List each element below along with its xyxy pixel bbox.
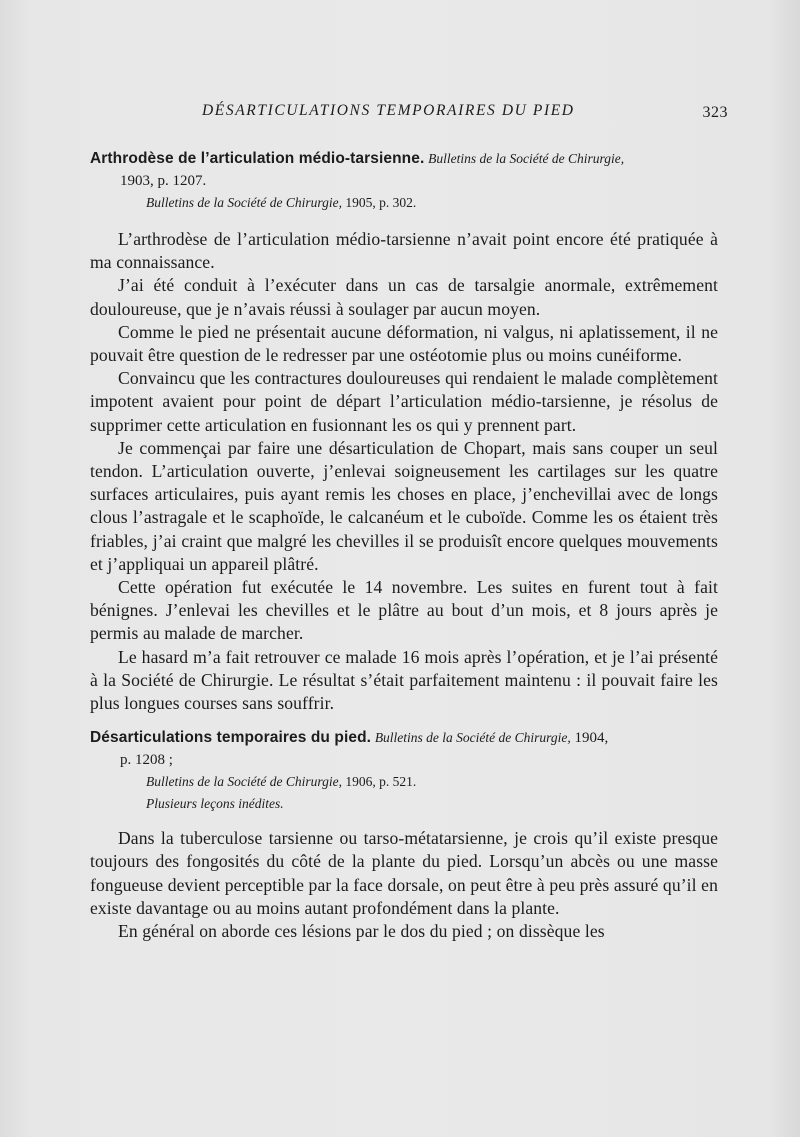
section-reference [90, 727, 718, 771]
paragraph: Convaincu que les contractures douloureuses qui rendaient le malade complètement impotent avaient pour point de départ l’articulation médio-tarsienne, je résolus de supprimer cette articulation en fusionnant les os qui y prennent part. [90, 368, 718, 435]
section-title: Désarticulations temporaires du pied. [90, 729, 372, 747]
sub-citation [90, 771, 718, 793]
paragraph: J’ai été conduit à l’exécuter dans un cas de tarsalgie anormale, extrêmement douloureuse, que je n’avais réussi à soulager par aucun moyen. [90, 275, 718, 319]
paragraph: En général on aborde ces lésions par le dos du pied ; on dissèque les [118, 921, 605, 942]
citation-detail: p. 1208 ; [120, 752, 173, 769]
unpublished-lessons: Plusieurs leçons inédites. [146, 796, 284, 812]
citation-detail: 1903, p. 1207. [120, 173, 207, 189]
citation-journal: Bulletins de la Société de Chirurgie, [374, 730, 571, 746]
running-head-title: DÉSARTICULATIONS TEMPORAIRES DU PIED [202, 102, 575, 119]
paragraph: Dans la tuberculose tarsienne ou tarso-métatarsienne, je crois qu’il existe presque toujours des fongosités du côté de la plante du pied. Lorsqu’un abcès ou une masse fongueuse devient perceptible par la face dorsale, on peut être à peu près assuré qu’il en existe davantage ou au moins autant profondément dans la plante. [90, 828, 718, 918]
sub-citation-extra [90, 793, 718, 815]
running-head [90, 102, 730, 132]
sub-citation-detail: 1905, p. 302. [345, 195, 417, 210]
section-arthrodese [90, 148, 718, 715]
sub-citation [90, 192, 718, 214]
section-reference [90, 148, 718, 192]
paragraph: L’arthrodèse de l’articulation médio-tarsienne n’avait point encore été pratiquée à ma connaissance. [90, 229, 718, 273]
paragraph: Je commençai par faire une désarticulation de Chopart, mais sans couper un seul tendon. L’articulation ouverte, j’enlevai soigneusement les cartilages sur les quatre surfaces articulaires, puis ayant remis les choses en place, j’enchevillai avec de longs clous l’astragale et le scaphoïde, le calcanéum et le cuboïde. Comme les os étaient très friables, j’ai craint que malgré les chevilles il se produisît encore quelques mouvements et j’appliquai un appareil plâtré. [90, 437, 718, 574]
page-content [90, 148, 718, 943]
paragraph: Le hasard m’a fait retrouver ce malade 16 mois après l’opération, et je l’ai présenté à la Société de Chirurgie. Le résultat s’était parfaitement maintenu : il pouvait faire les plus longues courses sans souffrir. [90, 646, 718, 714]
page-number: 323 [702, 104, 728, 121]
paragraph: Comme le pied ne présentait aucune déformation, ni valgus, ni aplatissement, il ne pouvait être question de le redresser par une ostéotomie plus ou moins cunéiforme. [90, 321, 718, 366]
section-title: Arthrodèse de l’articulation médio-tarsienne. [90, 150, 425, 167]
paragraph: Cette opération fut exécutée le 14 novembre. Les suites en furent tout à fait bénignes. J’enlevai les chevilles et le plâtre au bout d’un mois, et 8 jours après je permis au malade de marcher. [90, 577, 718, 644]
sub-citation-detail: 1906, p. 521. [345, 774, 417, 790]
citation-year: 1904, [574, 730, 609, 747]
section-desarticulations [90, 727, 718, 943]
sub-citation-journal: Bulletins de la Société de Chirurgie, [146, 195, 342, 210]
sub-citation-journal: Bulletins de la Société de Chirurgie, [146, 774, 342, 790]
citation-journal: Bulletins de la Société de Chirurgie, [428, 151, 625, 166]
section-body [90, 228, 718, 715]
section-body [90, 827, 718, 943]
